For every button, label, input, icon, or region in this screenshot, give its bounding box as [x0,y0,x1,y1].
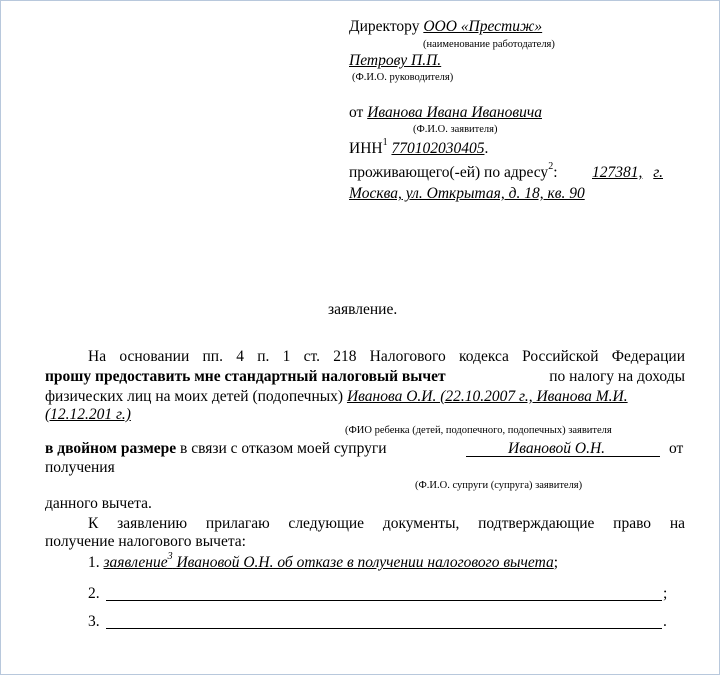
paragraph-1-line-2 [45,368,685,386]
paragraph-3-line-2: получение налогового вычета: [45,533,246,550]
address-line-2: Москва, ул. Открытая, д. 18, кв. 90 [349,185,585,202]
manager-caption: (Ф.И.О. руководителя) [352,72,454,83]
word: Российской [522,348,599,365]
word: 1 [282,348,291,365]
word: основании [119,348,190,365]
item1-rest: Ивановой О.Н. об отказе в получении налогового вычета [176,554,554,571]
paragraph-2-line-1 [45,440,387,458]
list-item-3-end: . [663,613,667,630]
from-word: от [669,440,684,457]
address-line-1 [592,164,663,182]
children-intro: физических лиц на моих детей (подопечных) [45,388,344,405]
double-amount-bold: в двойном размере [45,440,177,457]
list-item-3-num: 3. [88,613,100,630]
manager-name: Петрову П.П. [349,52,442,69]
address-index: 127381, [592,164,643,181]
from-line [349,104,542,122]
word: п. [257,348,270,365]
word: кодекса [459,348,509,365]
employer-name: ООО «Престиж» [423,18,543,35]
list-item-2-blank [106,600,662,601]
children-names: Иванова О.И. (22.10.2007 г., Иванова М.И. [346,388,628,405]
to-label: Директору [349,18,420,35]
inn-label: ИНН [349,140,383,157]
word: Налогового [369,348,446,365]
item1-word: заявление [103,554,168,571]
list-item-3-blank [106,628,662,629]
spouse-caption: (Ф.И.О. супруги (супруга) заявителя) [415,480,583,491]
inn-value: 770102030405 [391,140,485,157]
applicant-caption: (Ф.И.О. заявителя) [413,124,498,135]
address-label: проживающего(-ей) по адресу [349,164,549,181]
applicant-name: Иванова Ивана Ивановича [367,104,542,121]
list-num: 1. [88,554,100,571]
paragraph-1-line-1 [88,348,685,366]
address-city-abbr: г. [653,164,663,181]
address-label-line [349,160,558,182]
children-names-cont: (12.12.201 г.) [45,406,131,423]
inn-line [349,136,489,158]
paragraph-2-line-3: данного вычета. [45,495,152,512]
paragraph-2-line-2: получения [45,459,115,476]
employer-caption: (наименование работодателя) [423,39,555,50]
word: На [88,348,107,365]
spouse-name: Ивановой О.Н. [508,440,606,457]
children-caption: (ФИО ребенка (детей, подопечного, подопечных) заявителя [345,425,612,436]
footnote-2: 2 [548,160,554,172]
word: 4 [236,348,244,365]
paragraph-3-line-1: К заявлению прилагаю следующие документы, подтверждающие право на [88,515,685,532]
word: 218 [333,348,357,365]
header-to-line [349,18,542,36]
from-label: от [349,104,364,121]
paragraph-1-line-3 [45,388,628,406]
request-rest: по налогу на доходы [549,368,685,385]
list-item-1 [88,550,559,572]
list-item-2-num: 2. [88,585,100,602]
inn-period: . [484,140,489,157]
request-bold: прошу предоставить мне стандартный налоговый вычет [45,368,446,385]
document-title: заявление. [328,301,398,318]
refusal-text: в связи с отказом моей супруги [180,440,387,457]
address-colon: : [553,164,558,181]
item1-end: ; [553,554,559,571]
word: Федерации [611,348,685,365]
word: пп. [202,348,223,365]
list-item-1-text [103,550,554,571]
list-item-2-end: ; [663,585,668,602]
footnote-1: 1 [382,136,388,148]
word: ст. [303,348,320,365]
footnote-3: 3 [167,550,173,562]
